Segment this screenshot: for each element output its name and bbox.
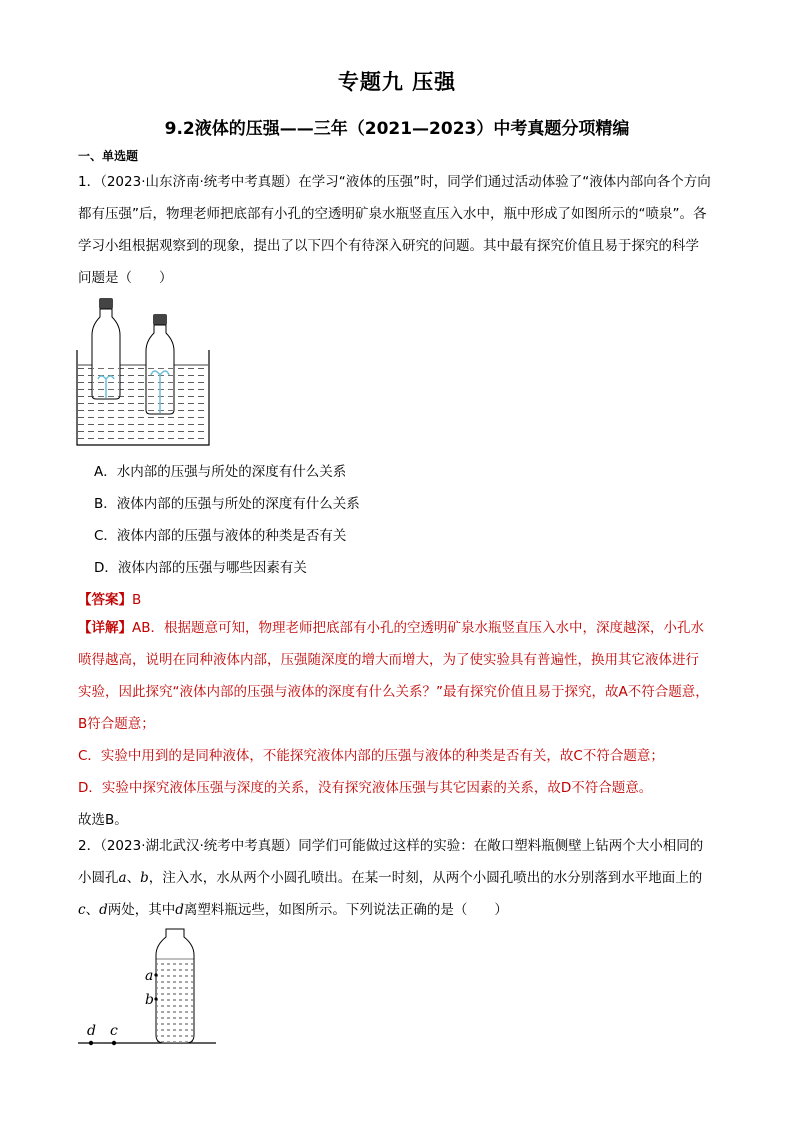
label-d: d (87, 1023, 96, 1039)
question-2-stem (78, 830, 728, 926)
detail-line: C．实验中用到的是同种液体，不能探究液体内部的压强与液体的种类是否有关，故C不符合题意； (78, 748, 664, 764)
question-2-figure (76, 925, 221, 1050)
point-d (89, 1041, 93, 1045)
option-a[interactable]: A．水内部的压强与所处的深度有什么关系 (94, 464, 347, 480)
question-2-line: 2．（2023·湖北武汉·统考中考真题）同学们可能做过这样的实验：在敞口塑料瓶侧壁上钻两个大小相同的 (78, 838, 704, 854)
explanation (78, 612, 728, 836)
question-1-figure (76, 295, 211, 447)
page-title: 专题九 压强 (337, 70, 457, 94)
question-1-line: 学习小组根据观察到的现象，提出了以下四个有待深入研究的问题。其中最有探究价值且易于探究的科学 (78, 238, 699, 254)
detail-line: AB．根据题意可知，物理老师把底部有小孔的空透明矿泉水瓶竖直压入水中，深度越深，小孔水 (132, 620, 704, 636)
question-1-line: 问题是（ ） (78, 270, 173, 286)
detail-line: 喷得越高，说明在同种液体内部，压强随深度的增大而增大，为了使实验具有普遍性，换用其它液体进行 (78, 652, 699, 668)
detail-label: 【详解】 (78, 620, 132, 636)
bottle-right (146, 314, 174, 414)
detail-line: D．实验中探究液体压强与深度的关系，没有探究液体压强与其它因素的关系，故D不符合题意。 (78, 780, 653, 796)
answer-line (78, 588, 141, 608)
option-c[interactable]: C．液体内部的压强与液体的种类是否有关 (94, 528, 347, 544)
bottle-water (157, 959, 193, 1042)
label-b: b (145, 992, 154, 1008)
label-a: a (145, 968, 154, 984)
option-b[interactable]: B．液体内部的压强与所处的深度有什么关系 (94, 496, 360, 512)
section-heading: 一、单选题 (78, 149, 139, 163)
question-1-line: 1．（2023·山东济南·统考中考真题）在学习“液体的压强”时，同学们通过活动体验了“液体内部向各个方向 (78, 174, 711, 190)
question-2-line: 小圆孔a、b，注入水，水从两个小圆孔喷出。在某一时刻，从两个小圆孔喷出的水分别落到水平地面上的 (78, 870, 703, 886)
hole-a (154, 973, 157, 976)
option-d[interactable]: D．液体内部的压强与哪些因素有关 (94, 560, 307, 576)
detail-line: B符合题意； (78, 716, 155, 732)
conclusion-line: 故选B。 (78, 812, 128, 828)
answer-value: B (132, 592, 142, 608)
point-c (112, 1041, 116, 1045)
answer-label: 【答案】 (78, 592, 132, 608)
hole-b (154, 997, 157, 1000)
detail-line: 实验，因此探究“液体内部的压强与液体的深度有什么关系？”最有探究价值且易于探究，故A不符合题意， (78, 684, 709, 700)
label-c: c (110, 1023, 118, 1039)
bottle-left (92, 298, 120, 399)
question-1-line: 都有压强”后，物理老师把底部有小孔的空透明矿泉水瓶竖直压入水中，瓶中形成了如图所示的“喷泉”。各 (78, 206, 707, 222)
question-1-stem (78, 166, 728, 294)
page-subtitle: 9.2液体的压强——三年（2021—2023）中考真题分项精编 (164, 119, 630, 139)
question-2-line: c、d两处，其中d离塑料瓶远些，如图所示。下列说法正确的是（ ） (78, 902, 508, 918)
